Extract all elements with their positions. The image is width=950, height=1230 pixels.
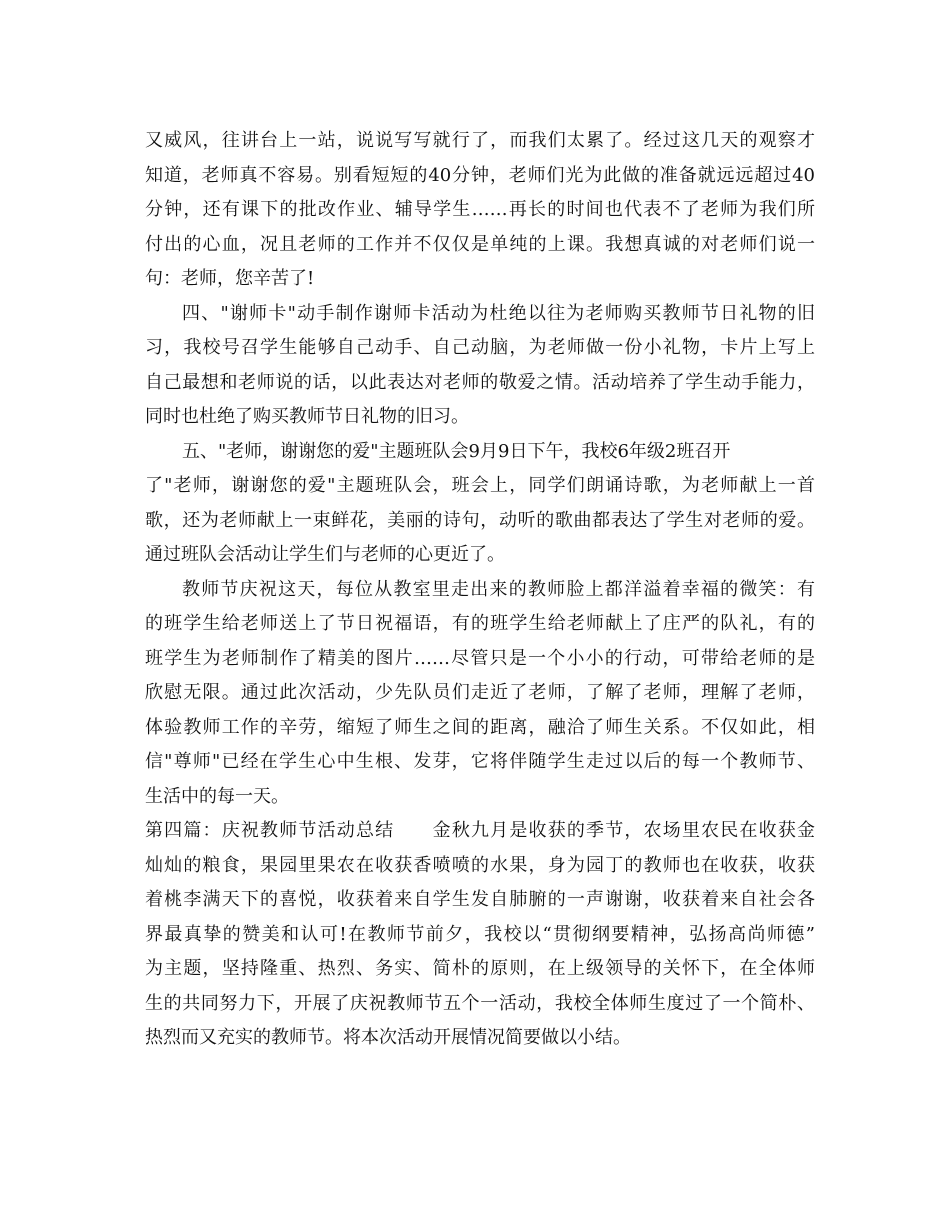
- text-line: 着桃李满天下的喜悦，收获着来自学生发自肺腑的一声谢谢，收获着来自社会各: [145, 889, 815, 910]
- text-line: 知道，老师真不容易。别看短短的40分钟，老师们光为此做的准备就远远超过40: [145, 164, 815, 186]
- text-line: 习，我校号召学生能够自己动手、自己动脑，为老师做一份小礼物，卡片上写上: [145, 337, 815, 358]
- text-line: 界最真挚的赞美和认可!在教师节前夕，我校以“贯彻纲要精神，弘扬高尚师德”: [145, 923, 815, 945]
- text-line: 的班学生给老师送上了节日祝福语，有的班学生给老师献上了庄严的队礼，有的: [145, 613, 815, 634]
- text-line: 付出的心血，况且老师的工作并不仅仅是单纯的上课。我想真诚的对老师们说一: [145, 233, 815, 255]
- text-line: 灿灿的粮食，果园里果农在收获香喷喷的水果，身为园丁的教师也在收获，收获: [145, 854, 815, 876]
- document-body: [145, 124, 815, 1056]
- text-line: 通过班队会活动让学生们与老师的心更近了。: [145, 544, 505, 565]
- text-line: 五、"老师，谢谢您的爱"主题班队会9月9日下午，我校6年级2班召开: [182, 440, 731, 462]
- text-line: 生活中的每一天。: [145, 785, 289, 807]
- text-line: 欣慰无限。通过此次活动，少先队员们走近了老师，了解了老师，理解了老师，: [145, 682, 815, 703]
- text-line: 歌，还为老师献上一束鲜花，美丽的诗句，动听的歌曲都表达了学生对老师的爱。: [145, 509, 815, 531]
- text-line: 班学生为老师制作了精美的图片……尽管只是一个小小的行动，可带给老师的是: [145, 647, 815, 669]
- text-line: 句：老师，您辛苦了!: [145, 268, 315, 289]
- text-line: 生的共同努力下，开展了庆祝教师节五个一活动，我校全体师生度过了一个简朴、: [145, 992, 815, 1014]
- text-line: 热烈而又充实的教师节。将本次活动开展情况简要做以小结。: [145, 1027, 631, 1048]
- text-line: 第四篇：庆祝教师节活动总结 金秋九月是收获的季节，农场里农民在收获金: [145, 820, 815, 841]
- text-line: 了"老师，谢谢您的爱"主题班队会，班会上，同学们朗诵诗歌，为老师献上一首: [145, 475, 815, 496]
- text-line: 又威风，往讲台上一站，说说写写就行了，而我们太累了。经过这几天的观察才: [145, 130, 815, 151]
- text-line: 分钟，还有课下的批改作业、辅导学生……再长的时间也代表不了老师为我们所: [145, 199, 815, 220]
- text-line: 信"尊师"已经在学生心中生根、发芽，它将伴随学生走过以后的每一个教师节、: [145, 751, 815, 772]
- text-line: 教师节庆祝这天，每位从教室里走出来的教师脸上都洋溢着幸福的微笑：有: [182, 578, 815, 600]
- text-line: 为主题，坚持隆重、热烈、务实、简朴的原则，在上级领导的关怀下，在全体师: [145, 958, 815, 979]
- text-line: 自己最想和老师说的话，以此表达对老师的敬爱之情。活动培养了学生动手能力，: [145, 371, 815, 393]
- text-line: 四、"谢师卡"动手制作谢师卡活动为杜绝以往为老师购买教师节日礼物的旧: [182, 302, 815, 324]
- text-line: 同时也杜绝了购买教师节日礼物的旧习。: [145, 406, 469, 427]
- text-line: 体验教师工作的辛劳，缩短了师生之间的距离，融洽了师生关系。不仅如此，相: [145, 716, 815, 738]
